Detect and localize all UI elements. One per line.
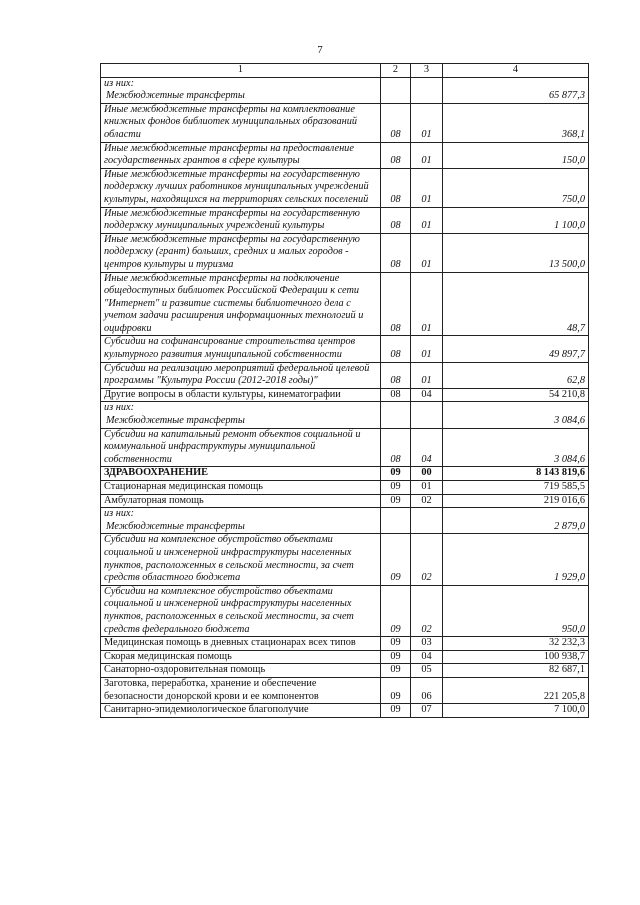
- row-label: Санитарно-эпидемиологическое благополучие: [104, 704, 309, 716]
- subsection-code: 01: [411, 272, 443, 336]
- subsection-code: 07: [411, 704, 443, 718]
- row-sublabel: Межбюджетные трансферты: [106, 415, 245, 427]
- row-label-cell: [101, 402, 381, 428]
- section-code: 08: [381, 272, 411, 336]
- amount: 368,1: [443, 103, 589, 142]
- section-code: 08: [381, 142, 411, 168]
- header-row: [101, 64, 589, 78]
- subsection-code: 01: [411, 336, 443, 362]
- row-label: из них:: [104, 77, 134, 89]
- subsection-code: [411, 402, 443, 428]
- row-label-cell: [101, 467, 381, 481]
- row-label-cell: [101, 362, 381, 388]
- header-col-3: 3: [411, 64, 443, 78]
- page-number: 7: [317, 44, 323, 56]
- table-row: [101, 207, 589, 233]
- table-row: [101, 664, 589, 678]
- amount: 219 016,6: [443, 494, 589, 508]
- table-row: [101, 388, 589, 402]
- amount: 1 100,0: [443, 207, 589, 233]
- amount: 3 084,6: [443, 402, 589, 428]
- row-sublabel: Межбюджетные трансферты: [106, 90, 245, 102]
- section-code: 09: [381, 650, 411, 664]
- table-row: [101, 677, 589, 703]
- section-code: 09: [381, 481, 411, 495]
- table-row: [101, 650, 589, 664]
- table-body: [101, 77, 589, 717]
- amount: 13 500,0: [443, 233, 589, 272]
- table-row: [101, 362, 589, 388]
- row-label: Иные межбюджетные трансферты на государственную поддержку лучших работников муниципальных учреждений культуры, находящихся на территориях сельских поселений: [104, 168, 369, 205]
- table-row: [101, 142, 589, 168]
- row-label-cell: [101, 704, 381, 718]
- row-label: Субсидии на софинансирование строительства центров культурного развития муниципальной собственности: [104, 336, 356, 361]
- section-code: 08: [381, 362, 411, 388]
- budget-table: [100, 63, 589, 718]
- table-row: [101, 637, 589, 651]
- amount: 62,8: [443, 362, 589, 388]
- row-label: Субсидии на комплексное обустройство объектами социальной и инженерной инфраструктуры населенных пунктов, расположенных в сельской местности, за счет средств федерального бюджета: [104, 585, 354, 635]
- row-label-cell: [101, 103, 381, 142]
- subsection-code: 01: [411, 168, 443, 207]
- row-label: Стационарная медицинская помощь: [104, 481, 263, 492]
- row-label: Иные межбюджетные трансферты на предоставление государственных грантов в сфере культуры: [104, 142, 354, 167]
- row-label-cell: [101, 664, 381, 678]
- row-sublabel: Межбюджетные трансферты: [106, 520, 245, 532]
- amount: 100 938,7: [443, 650, 589, 664]
- subsection-code: 01: [411, 207, 443, 233]
- table-row: [101, 103, 589, 142]
- row-label: Амбулаторная помощь: [104, 494, 204, 506]
- subsection-code: 02: [411, 494, 443, 508]
- section-code: 08: [381, 336, 411, 362]
- row-label: Медицинская помощь в дневных стационарах всех типов: [104, 637, 356, 649]
- subsection-code: 01: [411, 481, 443, 495]
- amount: 7 100,0: [443, 704, 589, 718]
- section-code: 09: [381, 494, 411, 508]
- section-code: 09: [381, 467, 411, 481]
- section-code: 09: [381, 637, 411, 651]
- amount: 2 879,0: [443, 508, 589, 534]
- row-label-cell: [101, 494, 381, 508]
- row-label-cell: [101, 142, 381, 168]
- row-label: Иные межбюджетные трансферты на государственную поддержку (грант) больших, средних и малых городов - центров культуры и туризма: [104, 233, 360, 270]
- row-label: Иные межбюджетные трансферты на комплектование книжных фондов библиотек муниципальных образований области: [104, 103, 358, 140]
- row-label: Санаторно-оздоровительная помощь: [104, 664, 266, 676]
- amount: 48,7: [443, 272, 589, 336]
- row-label: ЗДРАВООХРАНЕНИЕ: [104, 467, 208, 479]
- row-label-cell: [101, 481, 381, 495]
- subsection-code: 02: [411, 585, 443, 636]
- row-label-cell: [101, 272, 381, 336]
- subsection-code: 05: [411, 664, 443, 678]
- row-label: Иные межбюджетные трансферты на подключение общедоступных библиотек Российской Федерации к сети "Интернет" и развитие системы библиотечного дела с учетом задачи расширения информационных технологий и оцифровки: [104, 272, 364, 334]
- section-code: 08: [381, 207, 411, 233]
- table-row: [101, 168, 589, 207]
- row-label: Заготовка, переработка, хранение и обеспечение безопасности донорской крови и ее компонентов: [104, 677, 319, 702]
- row-label-cell: [101, 585, 381, 636]
- amount: 750,0: [443, 168, 589, 207]
- table-row: [101, 77, 589, 103]
- amount: 54 210,8: [443, 388, 589, 402]
- section-code: 08: [381, 233, 411, 272]
- row-label: из них:: [104, 402, 134, 414]
- row-label-cell: [101, 233, 381, 272]
- section-code: 08: [381, 428, 411, 467]
- amount: 719 585,5: [443, 481, 589, 495]
- subsection-code: 02: [411, 534, 443, 585]
- amount: 221 205,8: [443, 677, 589, 703]
- section-code: [381, 508, 411, 534]
- section-code: 08: [381, 168, 411, 207]
- table-row: [101, 585, 589, 636]
- section-code: 09: [381, 704, 411, 718]
- table-row: [101, 467, 589, 481]
- row-label: Субсидии на капитальный ремонт объектов социальной и коммунальной инфраструктуры муниципальной собственности: [104, 428, 361, 465]
- section-code: [381, 77, 411, 103]
- subsection-code: 01: [411, 142, 443, 168]
- section-code: 09: [381, 677, 411, 703]
- table-row: [101, 534, 589, 585]
- subsection-code: 04: [411, 428, 443, 467]
- amount: 3 084,6: [443, 428, 589, 467]
- row-label: Иные межбюджетные трансферты на государственную поддержку муниципальных учреждений культуры: [104, 207, 360, 232]
- row-label-cell: [101, 508, 381, 534]
- row-label: Скорая медицинская помощь: [104, 650, 232, 662]
- subsection-code: 06: [411, 677, 443, 703]
- row-label: Другие вопросы в области культуры, кинематографии: [104, 388, 341, 400]
- subsection-code: 04: [411, 650, 443, 664]
- section-code: [381, 402, 411, 428]
- table-row: [101, 704, 589, 718]
- row-label-cell: [101, 637, 381, 651]
- section-code: 09: [381, 534, 411, 585]
- row-label: Субсидии на реализацию мероприятий федеральной целевой программы "Культура России (2012-2018 годы)": [104, 362, 370, 387]
- subsection-code: 01: [411, 362, 443, 388]
- subsection-code: 04: [411, 388, 443, 402]
- section-code: 09: [381, 585, 411, 636]
- subsection-code: 03: [411, 637, 443, 651]
- amount: 950,0: [443, 585, 589, 636]
- table-row: [101, 233, 589, 272]
- row-label-cell: [101, 168, 381, 207]
- table-row: [101, 494, 589, 508]
- amount: 65 877,3: [443, 77, 589, 103]
- row-label-cell: [101, 336, 381, 362]
- amount: 1 929,0: [443, 534, 589, 585]
- row-label-cell: [101, 77, 381, 103]
- table-row: [101, 272, 589, 336]
- subsection-code: 01: [411, 233, 443, 272]
- section-code: 08: [381, 388, 411, 402]
- amount: 150,0: [443, 142, 589, 168]
- row-label-cell: [101, 388, 381, 402]
- section-code: 08: [381, 103, 411, 142]
- table-row: [101, 402, 589, 428]
- amount: 82 687,1: [443, 664, 589, 678]
- amount: 49 897,7: [443, 336, 589, 362]
- subsection-code: [411, 508, 443, 534]
- table-row: [101, 336, 589, 362]
- section-code: 09: [381, 664, 411, 678]
- row-label: Субсидии на комплексное обустройство объектами социальной и инженерной инфраструктуры населенных пунктов, расположенных в сельской местности, за счет средств областного бюджета: [104, 534, 354, 584]
- row-label-cell: [101, 650, 381, 664]
- header-col-4: 4: [443, 64, 589, 78]
- header-col-2: 2: [381, 64, 411, 78]
- header-col-1: 1: [101, 64, 381, 78]
- table-row: [101, 428, 589, 467]
- subsection-code: 00: [411, 467, 443, 481]
- row-label-cell: [101, 428, 381, 467]
- table-row: [101, 481, 589, 495]
- amount: 8 143 819,6: [443, 467, 589, 481]
- row-label-cell: [101, 207, 381, 233]
- subsection-code: 01: [411, 103, 443, 142]
- row-label-cell: [101, 534, 381, 585]
- table-row: [101, 508, 589, 534]
- row-label: из них:: [104, 508, 134, 520]
- subsection-code: [411, 77, 443, 103]
- amount: 32 232,3: [443, 637, 589, 651]
- row-label-cell: [101, 677, 381, 703]
